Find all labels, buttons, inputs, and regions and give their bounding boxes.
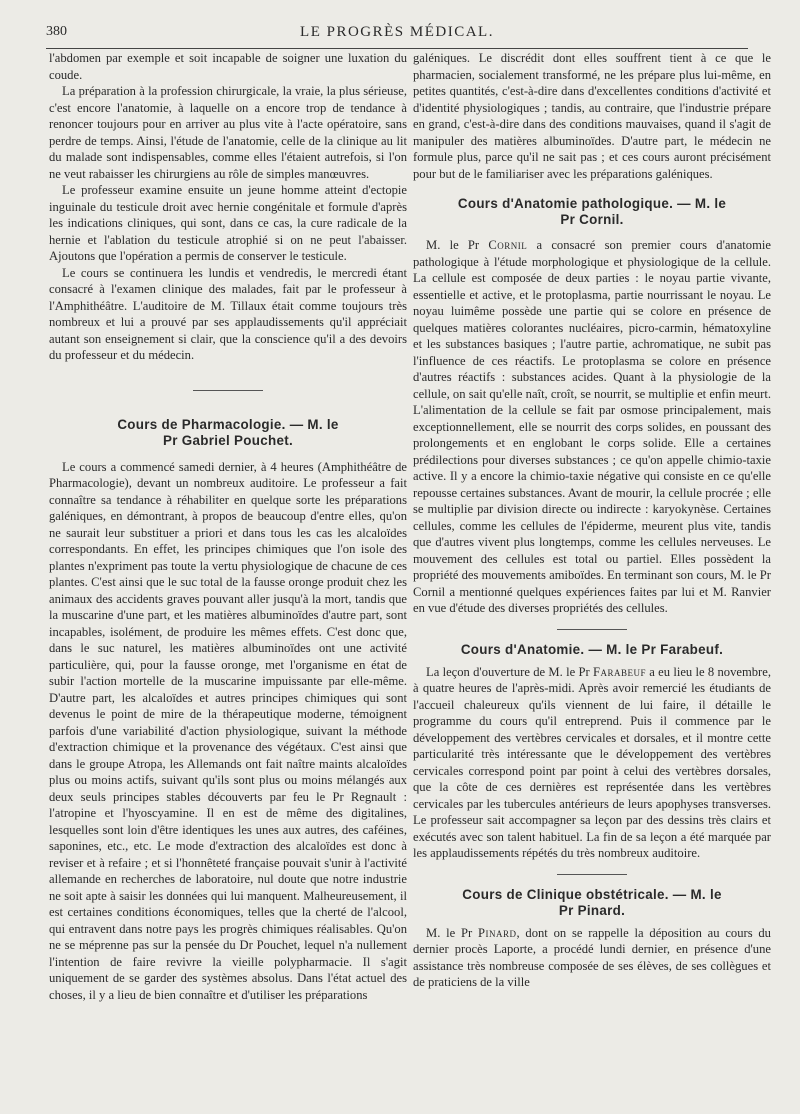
heading-dash: — [677,196,691,211]
heading-text: Cours d'Anatomie pathologique. [457,196,674,211]
heading-dash: — [588,641,603,657]
text-run: a consacré son premier cours d'anatomie pathologique à l'étude morphologique et physiologique de la cellule. La cellule est composée de deux parties : le noyau partie vivante, essentielle et active, et le protoplasma, partie nourrissant le noyau. Le noyau luimême possède une partie qui se colore en présence de quelques matières colorantes nucléaires, picro-carmin, hématoxyline et les substances basiques ; l'autre partie, achromatique, ne subit pas l'influence de ces réactifs. Le protoplasma se colore en présence d'autres réactifs : substances acides. Quant à la physiologie de la cellule, on sait qu'elle naît, croît, se nourrit, se multiplie et enfin meurt. L'alimentation de la cellule se fait par osmose principalement, mais exceptionnellement, elle se nourrit des corps solides, en poussant des prolongements et en englobant le corps solide. Elle a certaines prédilections pour diverses substances ; ce qu'on appelle chimio-taxie active. Il y a encore la chimio-taxie négative qui consiste en ce qu'elle repousse certaines substances. Avant de mourir, la cellule procrée ; elle se multiplie par division directe ou indirecte : karyokynèse. Certaines cellules, comme les cellules de l'épiderme, meurent plus vite, tandis que d'autres vivent plus longtemps, comme les cellules nerveuses. Le mouvement des cellules est total ou partiel. Elles possèdent la propriété des mouvements amiboïdes. En terminant son cours, M. le Pr Cornil a mentionné quelques expériences faites par lui et M. Ranvier en vue d'étude des diverses propriétés des cellules. [413,238,771,615]
text-run: a eu lieu le 8 novembre, à quatre heures de l'après-midi. Après avoir remercié les étudiants de l'accueil chaleureux qu'ils viennent de lui faire, il détaille le programme du cours qu'il entreprend. Puis il commence par le développement des vertèbres cervicales et dorsales, et il montre cette particularité très intéressante que le développement des vertèbres cervicales correspond point par point à celui des vertèbres dorsales, que la côte de ces dernières est représentée dans les vertèbres cervicales par les tubercules antérieurs de leurs apophyses transverses. Le professeur sait accompagner sa leçon par des dessins très clairs et exécutés avec son talent habituel. La fin de sa leçon a été marquée par les applaudissements répétés du très nombreux auditoire. [413,664,771,860]
paragraph: galéniques. Le discrédit dont elles souffrent tient à ce que le pharmacien, socialement transformé, ne les prépare plus lui-même, en petites quantités, c'est-à-dire dans d'excellentes conditions d'activité et d'identité physiologiques ; tandis, au contraire, que l'industrie prépare en grand, c'est-à-dire dans des conditions mauvaises, quand il s'agit de manipuler des matières albuminoïdes. D'autre part, le médecin ne formule plus, parce qu'il ne sait pas ; et ces cours auront précisément pour but de le familiariser avec les préparations galéniques. [413,51,771,181]
left-column [49,50,407,1003]
right-column [413,50,771,991]
paragraph: l'abdomen par exemple et soit incapable de soigner une luxation du coude. [49,51,407,82]
heading-text: Cours de Pharmacologie. [117,416,286,432]
heading-text: M. le [307,416,339,432]
heading-text: M. le [694,196,727,211]
heading-text: Cours de Clinique obstétricale. [462,886,669,902]
journal-title: LE PROGRÈS MÉDICAL. [300,24,494,40]
professor-name: Cornil [488,238,528,252]
header-rule [46,48,748,49]
heading-dash: — [289,416,304,432]
page-header [46,14,748,44]
paragraph [413,664,771,862]
text-run: La leçon d'ouverture de M. le Pr [426,664,590,679]
heading-text: Cours d'Anatomie. [460,641,585,657]
section-heading-anatomie-pathologique [413,196,771,228]
paragraph: Le cours a commencé samedi dernier, à 4 heures (Amphithéâtre de Pharmacologie), devant un nombreux auditoire. Le professeur a fait connaître sa tendance à réhabiliter en quelque sorte les préparations galéniques, en démontrant, à propos de beaucoup d'entre elles, qu'on ne saurait leur substituer a priori et dans tous les cas les alcaloïdes correspondants. En effet, les principes chimiques que l'on isole des plantes n'expriment pas toute la vertu physiologique de chacune de ces plantes. C'est ainsi que le suc total de la fausse oronge produit chez les animaux des accidents graves pouvant aller jusqu'à la mort, tandis que la muscarine d'une part, et les matières albuminoïdes d'autre part, sont incapables, isolément, de produire les mêmes effets. C'est donc que, dans le suc naturel, les matières albuminoïdes ont une activité particulière, qui, pour la fausse oronge, met l'organisme en état de subir l'action mortelle de la muscarine impuissante par elle-même. D'autre part, les alcaloïdes et autres principes chimiques qui sont devenus le point de mire de la thérapeutique moderne, témoignent parfois d'une variabilité d'action physiologique, suivant la méthode d'extraction chimique et la provenance des végétaux. C'est ainsi que dans le groupe Atropa, les Allemands ont fait naître maints alcaloïdes plus ou moins actifs, suivant qu'ils sont plus ou moins mélangés aux deux seuls principes stables découverts par feu le Pr Regnault : l'atropine et l'hyoscyamine. Il en est de même des digitalines, lesquelles sont loin d'être identiques les unes aux autres, des caféines, saponines, etc., etc. Le mode d'extraction des alcaloïdes est donc à reviser et à refaire ; et si l'honnêteté française pouvait s'unir à l'activité allemande en recherches de laboratoire, nul doute que notre industrie ne soit apte à saisir les données qui lui manquent. Malheureusement, il est certaines conditions économiques, telles que la cherté de l'alcool, qui entravent dans notre pays les progrès chimiques réalisables. Qu'on ne se méprenne pas sur la pensée du Dr Pouchet, lequel n'a nullement l'intention de faire revivre la vieille polypharmacie. Il s'agit uniquement de se garder des systèmes absolus. Dans l'état actuel des choses, il y a lieu de bien connaître et d'utiliser les préparations [49,459,407,1002]
section-heading-clinique-obstetricale [413,887,771,919]
heading-dash: — [672,886,687,902]
text-run: M. le Pr [426,925,473,940]
paragraph: La préparation à la profession chirurgicale, la vraie, la plus sérieuse, c'est encore l'anatomie, à laquelle on a encore trop de tendance à renoncer toujours pour en arriver au plus vite à l'acte opératoire, sans perdre de temps. Ainsi, l'étude de l'anatomie, celle de la clinique au lit du malade sont indispensables, comme elles l'étaient autrefois, si l'on ne veut rabaisser les chirurgiens au rôle de simples manœuvres. [49,84,407,181]
section-heading-pharmacologie [49,417,407,449]
heading-text: Pr Pinard. [558,902,626,918]
page-number: 380 [46,24,67,39]
professor-name: Farabeuf [592,664,646,679]
paragraph [413,237,771,617]
heading-text: M. le [690,886,722,902]
paragraph: Le cours se continuera les lundis et vendredis, le mercredi étant consacré à l'examen clinique des malades, fait par le professeur à l'Amphithéâtre. L'auditoire de M. Tillaux était comme toujours très nombreux et lui a prouvé par ses applaudissements qu'il appréciait autant son enseignement si clair, que la conscience qu'il a des devoirs du professeur et du médecin. [49,265,407,362]
professor-name: Pinard [477,925,517,940]
section-heading-anatomie [413,642,771,658]
heading-text: Pr Gabriel Pouchet. [163,432,293,448]
heading-text: Pr Cornil. [560,212,624,227]
heading-text: M. le Pr Farabeuf. [606,641,724,657]
paragraph: Le professeur examine ensuite un jeune homme atteint d'ectopie inguinale du testicule droit avec hernie congénitale et formule d'après les indications cliniques, qui sont, dans ce cas, la cure radicale de la hernie et l'ablation du testicule atrophié si on ne peut l'abaisser. Ajoutons que l'opération a permis de conserver le testicule. [49,183,407,263]
text-run: M. le Pr [426,238,480,252]
paragraph [413,925,771,991]
text-run: , dont on se rappelle la déposition au cours du dernier procès Laporte, a procédé lundi dernier, en présence d'une assistance très nombreuse composée de ses élèves, de ses collègues et de praticiens de la ville [413,925,771,989]
